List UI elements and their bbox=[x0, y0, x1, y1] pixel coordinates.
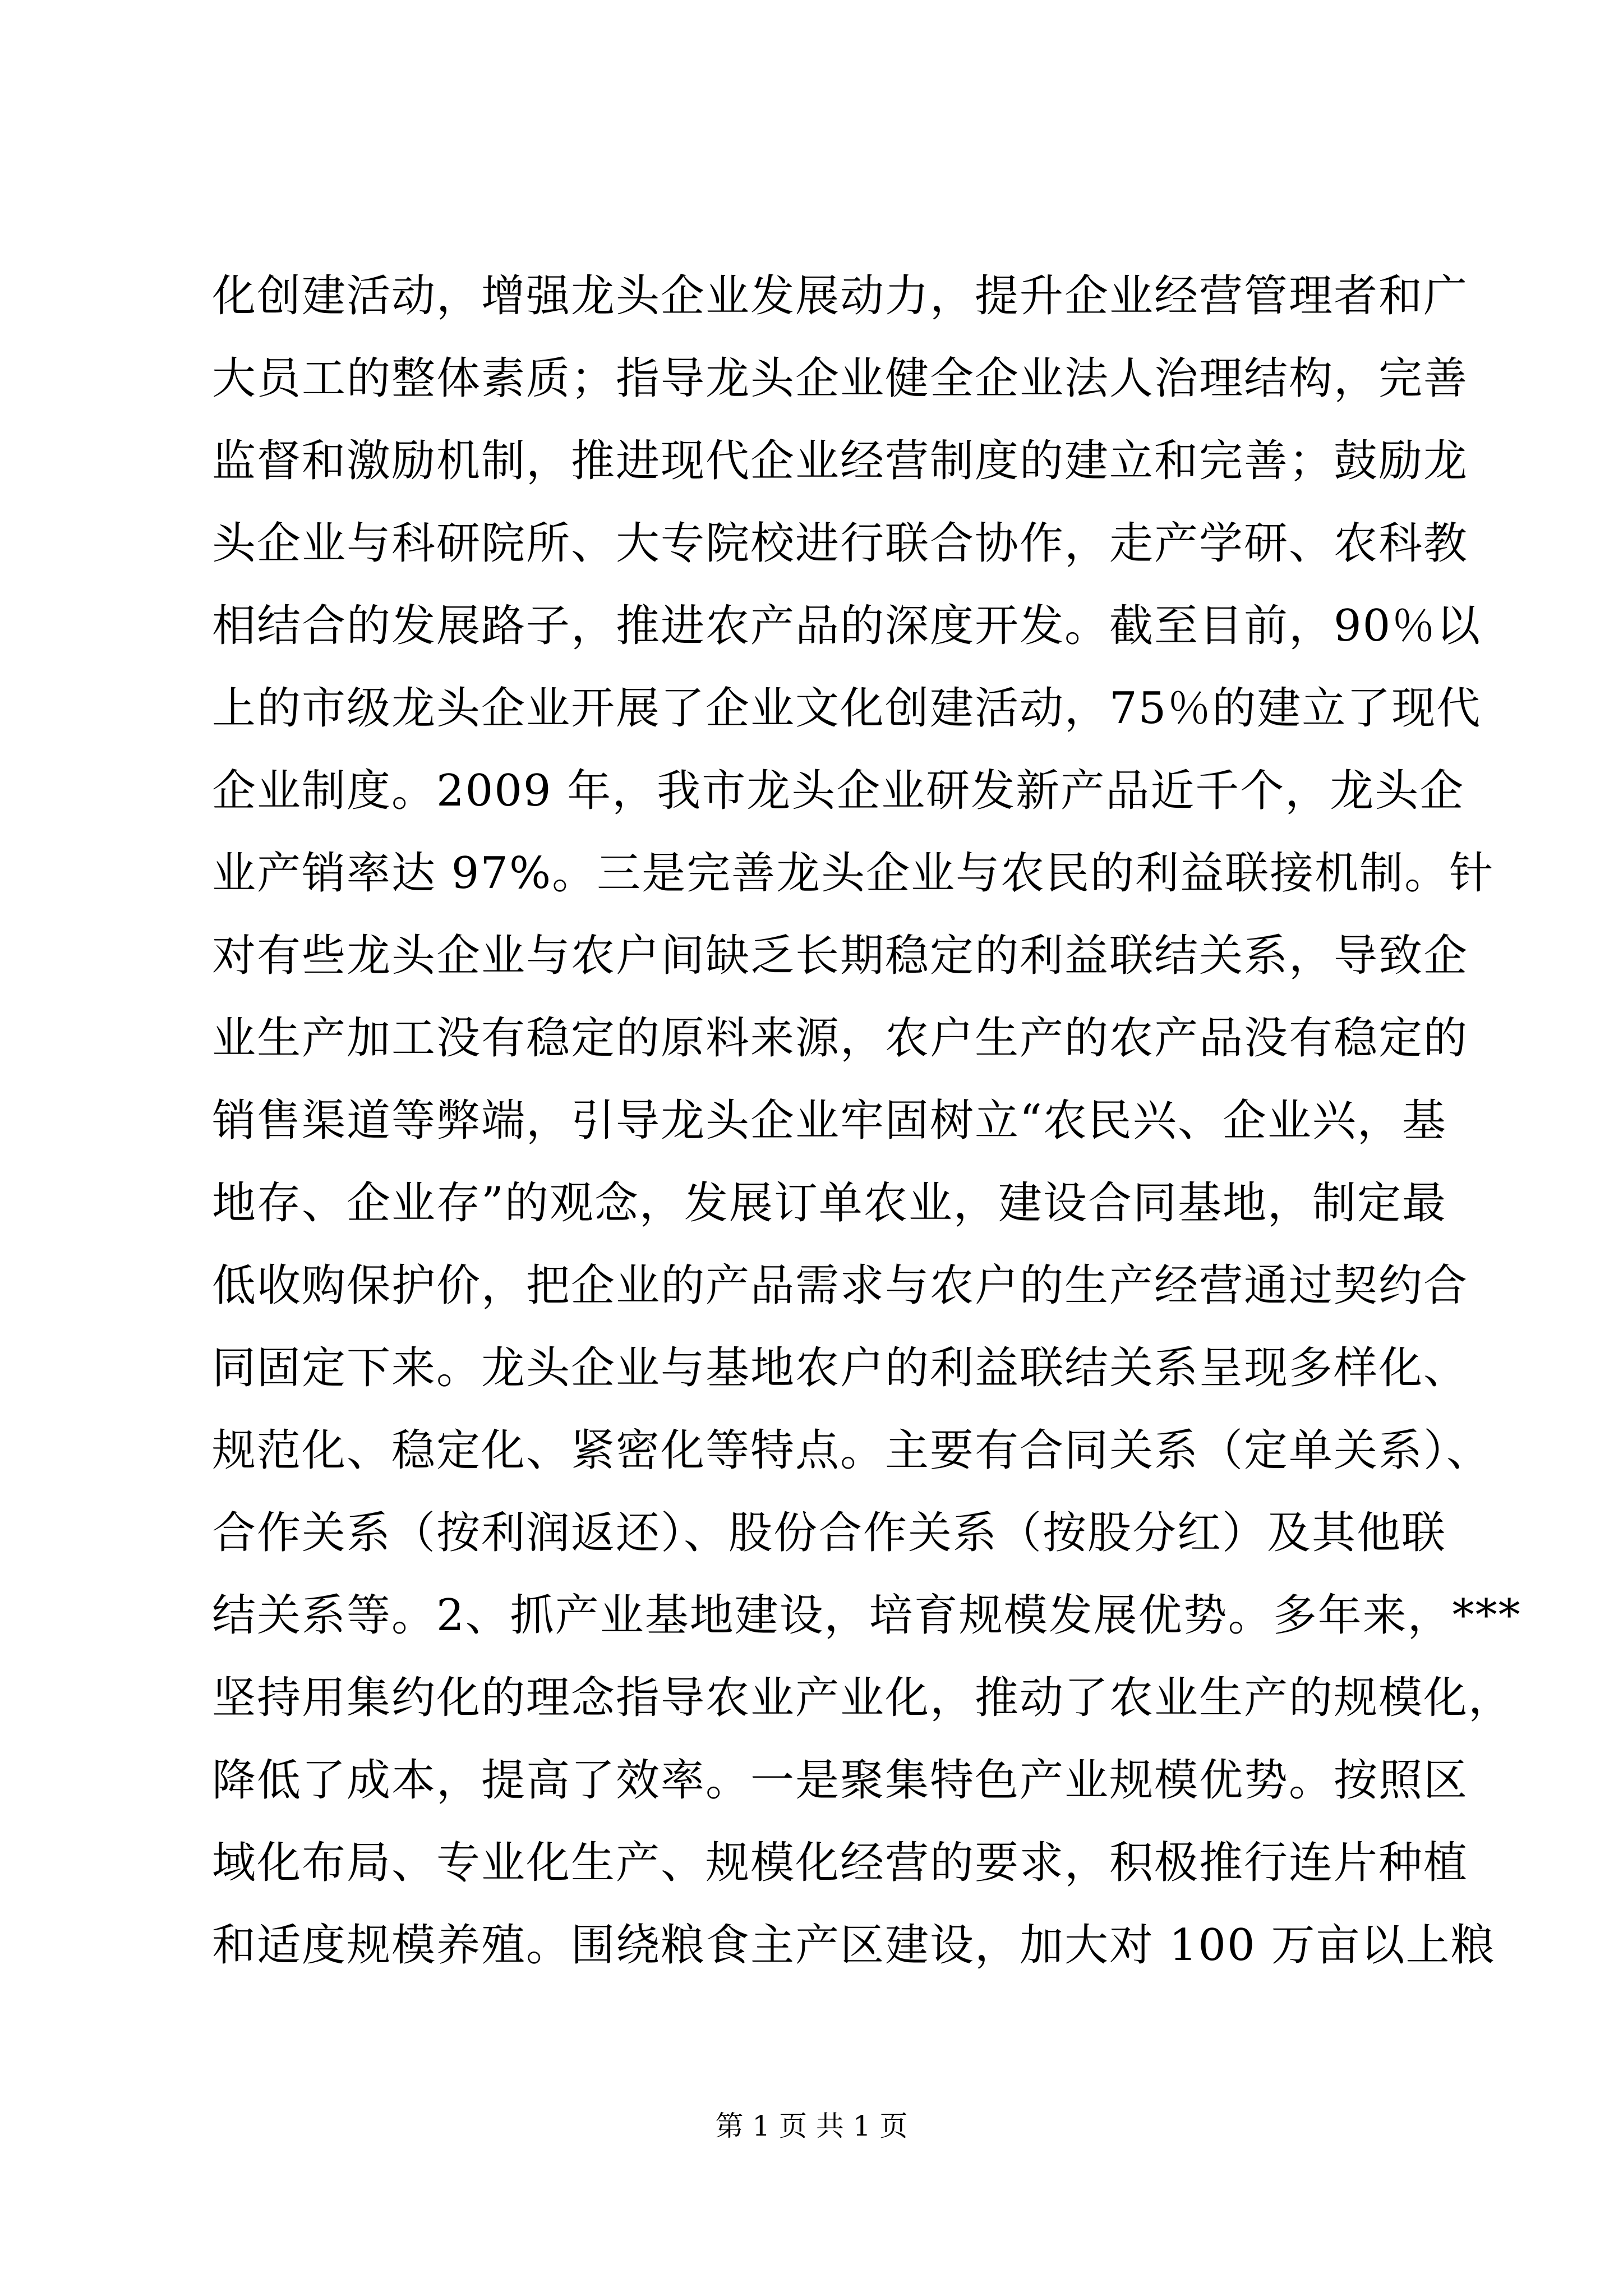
body-text bbox=[212, 255, 1521, 1987]
text-line: 域化布局、专业化生产、规模化经营的要求，积极推行连片种植 bbox=[212, 1838, 1469, 1888]
text-line: 地存、企业存”的观念，发展订单农业，建设合同基地，制定最 bbox=[212, 1178, 1447, 1228]
text-line: 业产销率达 97%。三是完善龙头企业与农民的利益联接机制。针 bbox=[212, 848, 1495, 899]
text-line: 对有些龙头企业与农户间缺乏长期稳定的利益联结关系，导致企 bbox=[212, 931, 1469, 981]
text-line: 坚持用集约化的理念指导农业产业化，推动了农业生产的规模化， bbox=[212, 1673, 1514, 1723]
text-line: 低收购保护价，把企业的产品需求与农户的生产经营通过契约合 bbox=[212, 1260, 1469, 1311]
text-line: 大员工的整体素质；指导龙头企业健全企业法人治理结构，完善 bbox=[212, 353, 1469, 404]
text-line: 上的市级龙头企业开展了企业文化创建活动，75％的建立了现代 bbox=[212, 683, 1482, 734]
text-line: 规范化、稳定化、紧密化等特点。主要有合同关系（定单关系）、 bbox=[212, 1425, 1492, 1476]
text-line: 头企业与科研院所、大专院校进行联合协作，走产学研、农科教 bbox=[212, 518, 1469, 569]
text-line: 和适度规模养殖。围绕粮食主产区建设，加大对 100 万亩以上粮 bbox=[212, 1920, 1496, 1971]
text-line: 企业制度。2009 年，我市龙头企业研发新产品近千个，龙头企 bbox=[212, 766, 1465, 816]
text-line: 结关系等。2、抓产业基地建设，培育规模发展优势。多年来，*** bbox=[212, 1590, 1521, 1641]
text-line: 降低了成本，提高了效率。一是聚集特色产业规模优势。按照区 bbox=[212, 1755, 1469, 1806]
text-line: 相结合的发展路子，推进农产品的深度开发。截至目前，90％以 bbox=[212, 601, 1482, 651]
page-footer: 第 1 页 共 1 页 bbox=[715, 2110, 908, 2142]
text-line: 销售渠道等弊端，引导龙头企业牢固树立“农民兴、企业兴，基 bbox=[212, 1096, 1447, 1146]
text-line: 合作关系（按利润返还）、股份合作关系（按股分红）及其他联 bbox=[212, 1508, 1447, 1558]
text-line: 化创建活动，增强龙头企业发展动力，提升企业经营管理者和广 bbox=[212, 271, 1469, 321]
text-line: 业生产加工没有稳定的原料来源，农户生产的农产品没有稳定的 bbox=[212, 1013, 1469, 1064]
text-line: 监督和激励机制，推进现代企业经营制度的建立和完善；鼓励龙 bbox=[212, 436, 1469, 486]
text-line: 同固定下来。龙头企业与基地农户的利益联结关系呈现多样化、 bbox=[212, 1343, 1469, 1393]
